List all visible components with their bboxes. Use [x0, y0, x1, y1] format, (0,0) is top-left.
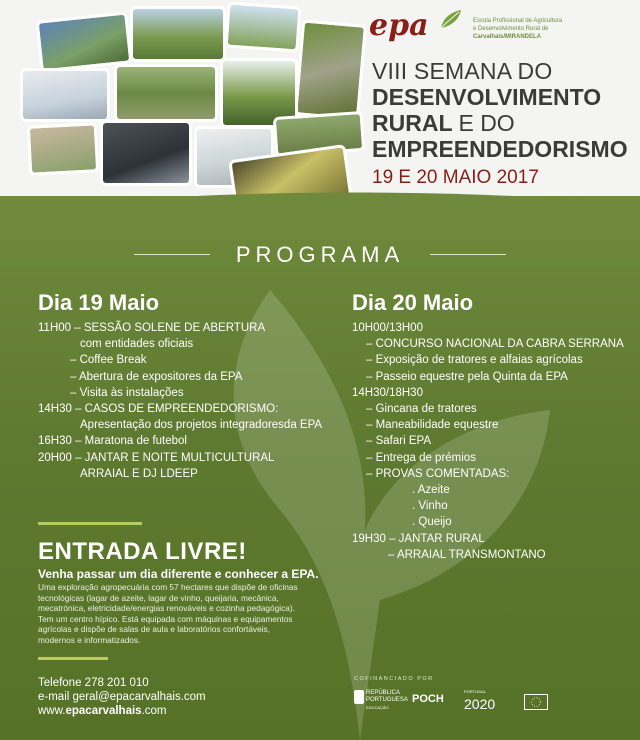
- epa-logo: [369, 8, 579, 48]
- eu-flag-icon: [524, 694, 548, 710]
- schedule-row: ARRAIAL E DJ LDEEP: [80, 467, 198, 480]
- title-line-3-light: E DO: [458, 110, 515, 136]
- eu-stars-icon: [525, 695, 547, 709]
- day2-title: Dia 20 Maio: [352, 290, 474, 315]
- schedule-row: – Gincana de tratores: [366, 403, 477, 416]
- schedule-row: – Abertura de expositores da EPA: [70, 370, 243, 383]
- schedule-row: – Entrega de prémios: [366, 451, 476, 464]
- republica-label: REPÚBLICA PORTUGUESA: [366, 690, 408, 703]
- event-title: [372, 58, 634, 192]
- logo-text-line: Carvalhais/MIRANDELA: [473, 34, 542, 40]
- portugal-2020-logo: [464, 690, 518, 714]
- p2020-small: PORTUGAL: [464, 689, 486, 694]
- schedule-row: 14H30 – CASOS DE EMPREENDEDORISMO:: [38, 403, 279, 416]
- web-domain: epacarvalhais: [65, 705, 142, 717]
- schedule-row: 11H00 – SESSÃO SOLENE DE ABERTURA: [38, 322, 266, 334]
- photo-tile-landscape: [130, 6, 226, 62]
- divider: [38, 657, 108, 660]
- p2020-label: 2020: [464, 696, 496, 712]
- photo-tile-student: [27, 122, 100, 176]
- logo-text-line: e Desenvolvimento Rural de: [473, 26, 549, 32]
- photo-tile-goat: [294, 19, 367, 120]
- school-description: Uma exploração agropecuária com 57 hectares que dispõe de oficinas tecnológicas (lagar de azeite, lagar de vinho, queijaria, mecânica, mecatrónica, eletricidade/energias renováveis e cozinha pedagógica). Tem um centro hípico. Está equipada com máquinas e equipamentos agrícolas e dispõe de salas de aula e laboratórios confortáveis, modernos e informatizados.: [38, 582, 298, 645]
- contact-phone: Telefone 278 201 010: [38, 677, 149, 689]
- title-line-4: EMPREENDEDORISMO: [372, 136, 628, 162]
- schedule-row: . Azeite: [412, 484, 450, 497]
- web-suffix: .com: [141, 705, 167, 717]
- sponsor-logos: [354, 690, 594, 716]
- web-prefix: www.: [38, 705, 66, 717]
- programa-rule-right: [430, 254, 506, 255]
- logo-text-line: Escola Profissional de Agricultura: [473, 18, 563, 24]
- schedule-row: – ARRAIAL TRANSMONTANO: [388, 548, 546, 561]
- schedule-row: – PROVAS COMENTADAS:: [366, 467, 510, 480]
- poch-logo: POCH: [412, 693, 444, 705]
- schedule-row: – Safari EPA: [366, 435, 431, 448]
- photo-tile-lab: [20, 68, 110, 122]
- schedule-row: – CONCURSO NACIONAL DA CABRA SERRANA: [366, 338, 624, 351]
- divider: [38, 522, 142, 525]
- schedule-row: 14H30/18H30: [352, 386, 423, 399]
- entrada-livre-heading: ENTRADA LIVRE!: [38, 538, 247, 565]
- republica-portuguesa-logo: [354, 690, 408, 714]
- event-date: 19 E 20 MAIO 2017: [372, 167, 539, 188]
- schedule-row: 10H00/13H00: [352, 322, 423, 334]
- schedule-row: – Coffee Break: [70, 354, 147, 367]
- programa-rule-left: [134, 254, 210, 255]
- contact-website[interactable]: [38, 705, 167, 717]
- day1-schedule: [38, 320, 322, 482]
- day1-title: Dia 19 Maio: [38, 290, 160, 315]
- schedule-row: – Maneabilidade equestre: [366, 419, 499, 432]
- republica-sub: EDUCAÇÃO: [366, 705, 389, 710]
- schedule-row: com entidades oficiais: [80, 338, 194, 351]
- day2-schedule: [352, 320, 624, 563]
- schedule-row: 19H30 – JANTAR RURAL: [352, 532, 485, 545]
- schedule-row: . Queijo: [412, 516, 452, 529]
- schedule-row: – Passeio equestre pela Quinta da EPA: [366, 370, 568, 383]
- title-line-1: VIII SEMANA DO: [372, 58, 553, 84]
- contact-email[interactable]: e-mail geral@epacarvalhais.com: [38, 691, 206, 703]
- title-line-3-bold: RURAL: [372, 110, 453, 136]
- schedule-row: 20H00 – JANTAR E NOITE MULTICULTURAL: [38, 451, 275, 464]
- title-line-2: DESENVOLVIMENTO: [372, 84, 602, 110]
- schedule-row: 16H30 – Maratona de futebol: [38, 435, 187, 448]
- logo-word: epa: [369, 8, 429, 43]
- programa-heading: PROGRAMA: [235, 242, 405, 267]
- header-curve: [0, 180, 640, 240]
- title-line-3: [372, 110, 634, 136]
- flag-mark-icon: [354, 690, 364, 704]
- logo-school-name: [473, 17, 583, 41]
- schedule-row: – Visita às instalações: [70, 386, 184, 399]
- schedule-row: . Vinho: [412, 500, 448, 513]
- photo-tile-tractor: [114, 64, 218, 122]
- schedule-row: – Exposição de tratores e alfaias agrícolas: [366, 354, 583, 367]
- photo-tile-mechanics: [100, 120, 192, 186]
- schedule-row: Apresentação dos projetos integradoresda EPA: [80, 419, 323, 432]
- entrada-subtitle: Venha passar um dia diferente e conhecer a EPA.: [38, 567, 319, 581]
- leaf-icon: [437, 8, 463, 30]
- photo-tile-hills: [224, 1, 301, 52]
- cofinanciado-label: COFINANCIADO POR: [354, 676, 434, 682]
